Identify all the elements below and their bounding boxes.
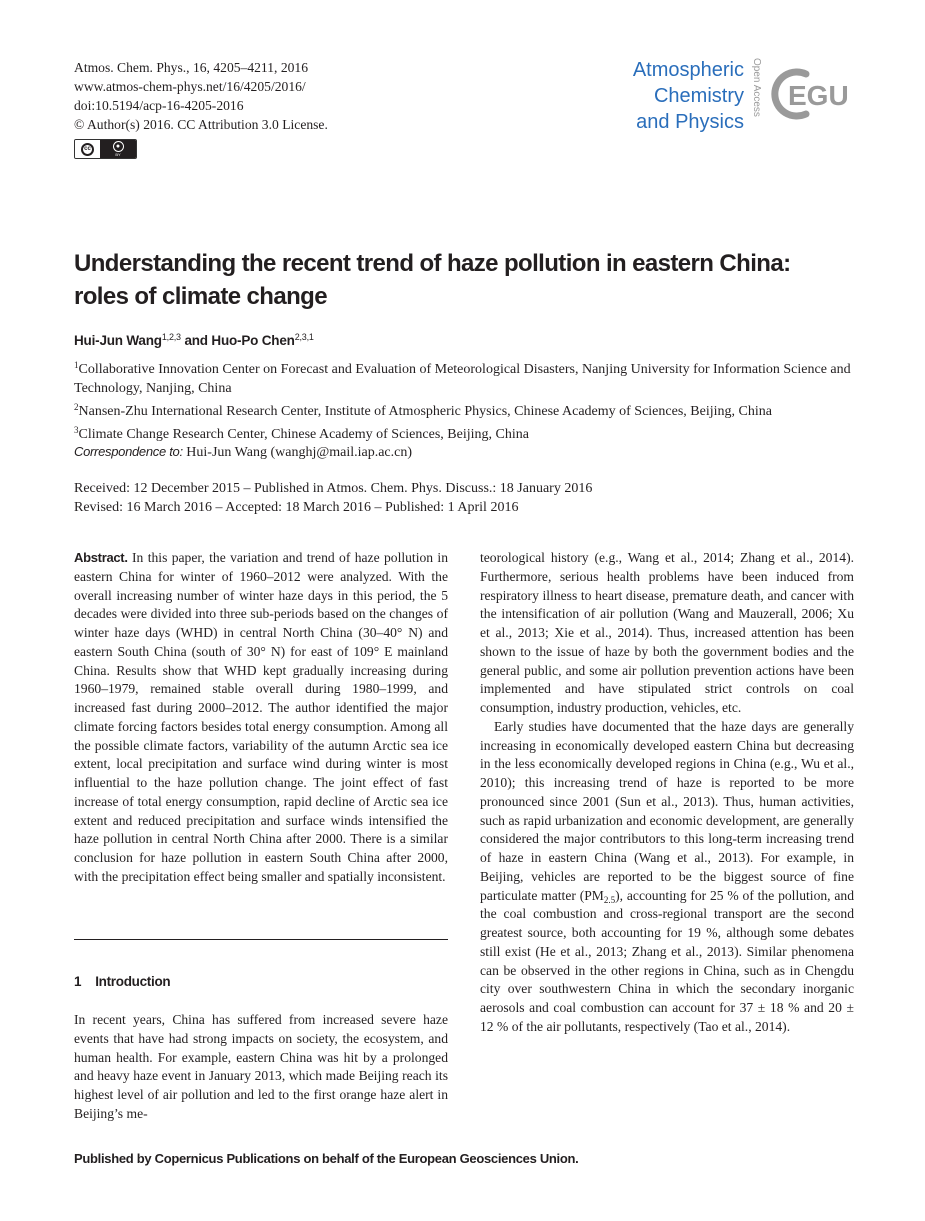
- cc-icon-label: cc: [84, 146, 91, 152]
- journal-citation: Atmos. Chem. Phys., 16, 4205–4211, 2016: [74, 60, 309, 75]
- journal-name-line1: Atmospheric: [632, 59, 744, 81]
- abstract-divider: [74, 939, 448, 940]
- license-statement: © Author(s) 2016. CC Attribution 3.0 License.: [74, 117, 328, 132]
- section-heading: [74, 974, 170, 989]
- journal-name: [580, 57, 744, 135]
- correspondence-label: Correspondence to:: [74, 444, 183, 459]
- open-access-text: Open Access: [751, 58, 762, 117]
- intro-paragraph-text: In recent years, China has suffered from increased severe haze events that have had strong impacts on society, the ecosystem, and human health. For example, eastern China was hit by a prolonged and heavy haze event in January 2013, which made Beijing reach its highest level of air pollution and led to the first orange haze alert in Beijing’s me-: [74, 1012, 448, 1121]
- dates-line2: Revised: 16 March 2016 – Accepted: 18 March 2016 – Published: 1 April 2016: [74, 500, 519, 515]
- affiliation-item: [74, 356, 864, 398]
- publication-dates: [74, 479, 592, 517]
- cc-by-license-badge[interactable]: [74, 139, 137, 159]
- intro-paragraph-2-text-a: Early studies have documented that the haze days are generally increasing in economically developed eastern China but decreasing in the less economically developed regions in China (e.g., Wu et al., 2010); this increasing trend of haze is reported to be more pronounced since 2001 (Sun et al., 2013). Thus, human activities, such as rapid urbanization and economic development, are generally considered the major contributors to this long-term increasing trend of haze in eastern China (Wang et al., 2013). For example, in Beijing, vehicles are reported to be the biggest source of fine particulate matter (PM: [480, 718, 854, 903]
- dates-line1: Received: 12 December 2015 – Published in Atmos. Chem. Phys. Discuss.: 18 January 2016: [74, 481, 593, 496]
- right-column: [480, 549, 854, 1037]
- egu-logo-text: EGU: [788, 80, 849, 111]
- abstract-text: In this paper, the variation and trend of haze pollution in eastern China for winter of 1960–2012 were analyzed. With the overall increasing number of winter haze days in this period, the 5 decades were divided into three sub-periods based on the changes of winter haze days (WHD) in central North China (30–40° N) and eastern South China (south of 30° N) for east of 109° E mainland China. Results show that WHD kept gradually increasing during 1960–1979, remained stable overall during 1980–1999, and increased fast during 2000–2012. The author identified the major climate forcing factors besides total energy consumption. Among all the possible climate factors, variability of the autumn Arctic sea ice extent, local precipitation and surface wind during winter is most influential to the haze pollution change. The joint effect of fast increase of total energy consumption, rapid decline of Arctic sea ice extent and reduced precipitation and surface winds intensified the haze pollution in central North China after 2000. There is a similar conclusion for haze pollution in eastern South China after 2000, with the precipitation effect being smaller and spatially inconsistent.: [74, 550, 449, 884]
- pm-subscript: 2.5: [603, 894, 616, 905]
- affiliations: [74, 356, 864, 444]
- author-affiliation-marks: 1,2,3: [161, 332, 181, 342]
- section-number: 1: [74, 974, 82, 989]
- citation-block: [74, 58, 328, 134]
- affiliation-item: [74, 398, 864, 421]
- doi[interactable]: doi:10.5194/acp-16-4205-2016: [74, 98, 244, 113]
- affiliation-number: 2: [74, 402, 79, 412]
- author-conjunction: and: [184, 333, 208, 348]
- journal-name-line2: Chemistry: [653, 85, 744, 107]
- abstract-label: Abstract.: [74, 550, 128, 565]
- cc-icon: [75, 140, 100, 158]
- open-access-label: [750, 58, 764, 130]
- intro-paragraph-continued: teorological history (e.g., Wang et al., 2014; Zhang et al., 2014). Furthermore, serious health problems have been induced from respiratory illness to heart disease, premature death, and cancer with the intensification of air pollution (Wang and Mauzerall, 2006; Xu et al., 2013; Xie et al., 2014). Thus, increased attention has been shown to the issue of haze by both the government bodies and the general public, and some air pollution prevention actions have been implemented and have stipulated strict controls on coal consumption, industry production, vehicles, etc.: [480, 550, 854, 715]
- paper-title-line1: Understanding the recent trend of haze pollution in eastern China:: [74, 250, 791, 277]
- abstract: [74, 549, 448, 887]
- author-name: Huo-Po Chen: [211, 333, 295, 348]
- intro-paragraph-2: [480, 718, 854, 1037]
- paper-title-line2: roles of climate change: [74, 283, 327, 310]
- section-title: Introduction: [95, 974, 171, 989]
- by-icon: ● BY: [100, 140, 136, 158]
- affiliation-text: Climate Change Research Center, Chinese Academy of Sciences, Beijing, China: [78, 427, 529, 442]
- publisher-footer: Published by Copernicus Publications on behalf of the European Geosciences Union.: [74, 1151, 579, 1166]
- affiliation-text: Nansen-Zhu International Research Center, Institute of Atmospheric Physics, Chinese Academy of Sciences, Beijing, China: [78, 404, 772, 419]
- affiliation-number: 1: [74, 360, 79, 370]
- correspondence-text[interactable]: Hui-Jun Wang (wanghj@mail.iap.ac.cn): [186, 445, 413, 460]
- affiliation-text: Collaborative Innovation Center on Forecast and Evaluation of Meteorological Disasters, Nanjing University for Information Science and Technology, Nanjing, China: [74, 362, 851, 396]
- author-affiliation-marks: 2,3,1: [294, 332, 314, 342]
- egu-logo-icon: [766, 60, 856, 128]
- by-icon-label: BY: [115, 152, 121, 157]
- intro-paragraph-2-text-b: ), accounting for 25 % of the pollution, and the coal combustion and cross-regional transport are the second greatest source, both accounting for 19 %, although some debates still exist (He et al., 2013; Zhang et al., 2013). Similar phenomena can be observed in the other regions in China, such as in Chengdu city over southwestern China in which the secondary inorganic aerosols and coal combustion can account for 37 ± 18 % and 20 ± 12 % of the air pollutants, respectively (Tao et al., 2014).: [480, 887, 854, 1034]
- affiliation-number: 3: [74, 425, 79, 435]
- journal-url[interactable]: www.atmos-chem-phys.net/16/4205/2016/: [74, 79, 306, 94]
- paper-title: [74, 247, 874, 313]
- author-name: Hui-Jun Wang: [74, 333, 162, 348]
- affiliation-item: [74, 421, 864, 444]
- correspondence: [74, 444, 412, 461]
- journal-name-line3: and Physics: [636, 111, 744, 133]
- author-list: [74, 332, 314, 348]
- intro-paragraph-left: [74, 1011, 448, 1124]
